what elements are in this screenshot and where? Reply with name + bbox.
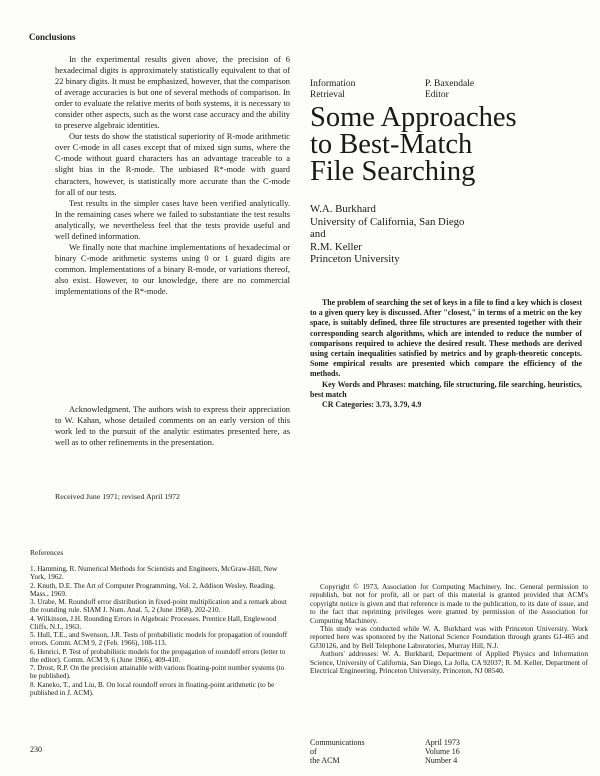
keywords	[310, 380, 582, 400]
title-line: to Best-Match	[310, 129, 473, 160]
cr-values: 3.73, 3.79, 4.9	[373, 400, 422, 410]
cr-categories	[310, 400, 582, 410]
addresses-text: Authors' addresses: W. A. Burkhard, Department of Applied Physics and Information Science, University of California, San Diego, La Jolla, CA 92037; R. M. Keller, Department of Electrical Engineering, Princeton University, Princeton, NJ 08540.	[310, 649, 588, 676]
reference-item: 4. Wilkinson, J.H. Rounding Errors in Algebraic Processes. Prentice Hall, Englewood Cliffs, N.J., 1963.	[30, 614, 277, 631]
reference-item: 6. Henrici, P. Test of probabilistic models for the propagation of roundoff errors (letter to the editor). Comm. ACM 9, 6 (June 1966), 409-410.	[30, 647, 286, 664]
references-list	[30, 565, 292, 697]
paragraph: Test results in the simpler cases have been verified analytically. In the remaining cases where we failed to substantiate the test results analytically, we nevertheless feel that the tests provide useful and well defined information.	[55, 198, 290, 241]
author-separator: and	[310, 228, 326, 240]
footer-issue	[425, 738, 460, 765]
abstract-text: The problem of searching the set of keys in a file to find a key which is closest to a given query key is discussed. After "closest," in terms of a metric on the key space, is suitably defined, three file structures are presented together with their corresponding search algorithms, which are intended to reduce the number of comparisons required to achieve the desired result. These methods are derived using certain inequalities satisfied by metrics and by graph-theoretic concepts. Some empirical results are presented which compare the efficiency of the methods.	[310, 298, 582, 379]
author-2: R.M. Keller	[310, 240, 362, 253]
cr-label: CR Categories:	[322, 400, 374, 410]
reference-item: 7. Drost, R.P. On the precision attainable with various floating-point number systems (to be published).	[30, 664, 285, 681]
author-1: W.A. Burkhard	[310, 203, 376, 215]
footer-journal-line: Communications	[310, 738, 365, 747]
conclusions-heading: Conclusions	[29, 32, 76, 42]
footer-date: April 1973	[425, 738, 460, 747]
references-heading: References	[30, 548, 64, 557]
paragraph: Our tests do show the statistical superiority of R-mode arithmetic over C-mode in all cases except that of mixed sign sums, where the C-mode without guard characters has an advantage traceable to a slight bias in the R-mode. The unbiased R*-mode with guard characters, however, is statistically more accurate than the C-mode for all of our tests.	[55, 132, 290, 197]
received-date: Received June 1971; revised April 1972	[55, 492, 180, 501]
copyright-text: Copyright © 1973, Association for Computing Machinery, Inc. General permission to republish, but not for profit, all or part of this material is granted provided that ACM's copyright notice is given and that reference is made to the publication, to its date of issue, and to the fact that reprinting privileges were granted by permission of the Association for Computing Machinery.	[310, 582, 588, 625]
paragraph: We finally note that machine implementations of hexadecimal or binary C-mode arithmetic systems using 0 or 1 guard digits are common. Implementations of a binary R-mode, or variations thereof, also exist. However, to our knowledge, there are no commercial implementations of the R*-mode.	[55, 242, 290, 296]
funding-text: This study was conducted while W. A. Burkhard was with Princeton University. Work reported here was sponsored by the National Science Foundation through grants GJ-465 and GJ30126, and by Bell Telephone Laboratories, Murray Hill, N.J.	[310, 624, 588, 650]
reference-item: 1. Hamming, R. Numerical Methods for Scientists and Engineers, McGraw-Hill, New York, 1962.	[30, 565, 278, 582]
footer-journal	[310, 738, 365, 765]
title-line: File Searching	[310, 156, 476, 187]
affiliation-2: Princeton University	[310, 253, 400, 265]
keywords-label: Key Words and Phrases:	[322, 379, 406, 389]
affiliation-1: University of California, San Diego	[310, 215, 465, 228]
section-label-line: Information	[310, 79, 356, 89]
copyright-notice	[310, 583, 588, 675]
author-block	[310, 203, 464, 266]
editor-label: Editor	[425, 90, 449, 100]
article-title	[310, 104, 595, 185]
footer-journal-line: the ACM	[310, 756, 340, 765]
page-number: 230	[30, 745, 42, 754]
reference-item: 2. Knuth, D.E. The Art of Computer Programming, Vol. 2, Addison Wesley, Reading, Mass., 1969.	[30, 581, 275, 598]
reference-item: 5. Hull, T.E., and Swenson, J.R. Tests of probabilistic models for propagation of roundoff errors. Comm. ACM 9, 2 (Feb. 1966), 108-113.	[30, 631, 288, 648]
footer-volume: Volume 16	[425, 747, 460, 756]
title-line: Some Approaches	[310, 102, 517, 133]
keywords-values: matching, file structuring, file searching, heuristics, best match	[310, 379, 583, 399]
footer-journal-line: of	[310, 747, 317, 756]
section-label	[310, 79, 355, 101]
reference-item: 3. Urabe, M. Roundoff error distribution in fixed-point multiplication and a remark about the rounding rule. SIAM J. Num. Anal. 5, 2 (June 1968), 202-210.	[30, 598, 287, 615]
editor-name: P. Baxendale	[425, 79, 475, 89]
section-label-line: Retrieval	[310, 90, 345, 100]
paragraph: In the experimental results given above, the precision of 6 hexadecimal digits is approximately statistically equivalent to that of 22 binary digits. It must be emphasized, however, that the comparison of average accuracies is but one of several methods of comparison. In order to evaluate the relative merits of both systems, it is necessary to consider other aspects, such as the worst case accuracy and the ability to preserve algebraic identities.	[55, 55, 290, 131]
reference-item: 8. Kaneko, T., and Liu, B. On local roundoff errors in floating-point arithmetic (to be published in J. ACM).	[30, 680, 275, 697]
acknowledgment-text: Acknowledgment. The authors wish to express their appreciation to W. Kahan, whose detailed comments on an early version of this work led to the pursuit of the analytic estimates presented here, as well as to other refinements in the presentation.	[55, 405, 290, 448]
footer-number: Number 4	[425, 756, 458, 765]
abstract	[310, 298, 582, 410]
editor-block	[425, 79, 474, 101]
acknowledgment	[55, 404, 290, 448]
conclusions-body	[55, 54, 290, 297]
